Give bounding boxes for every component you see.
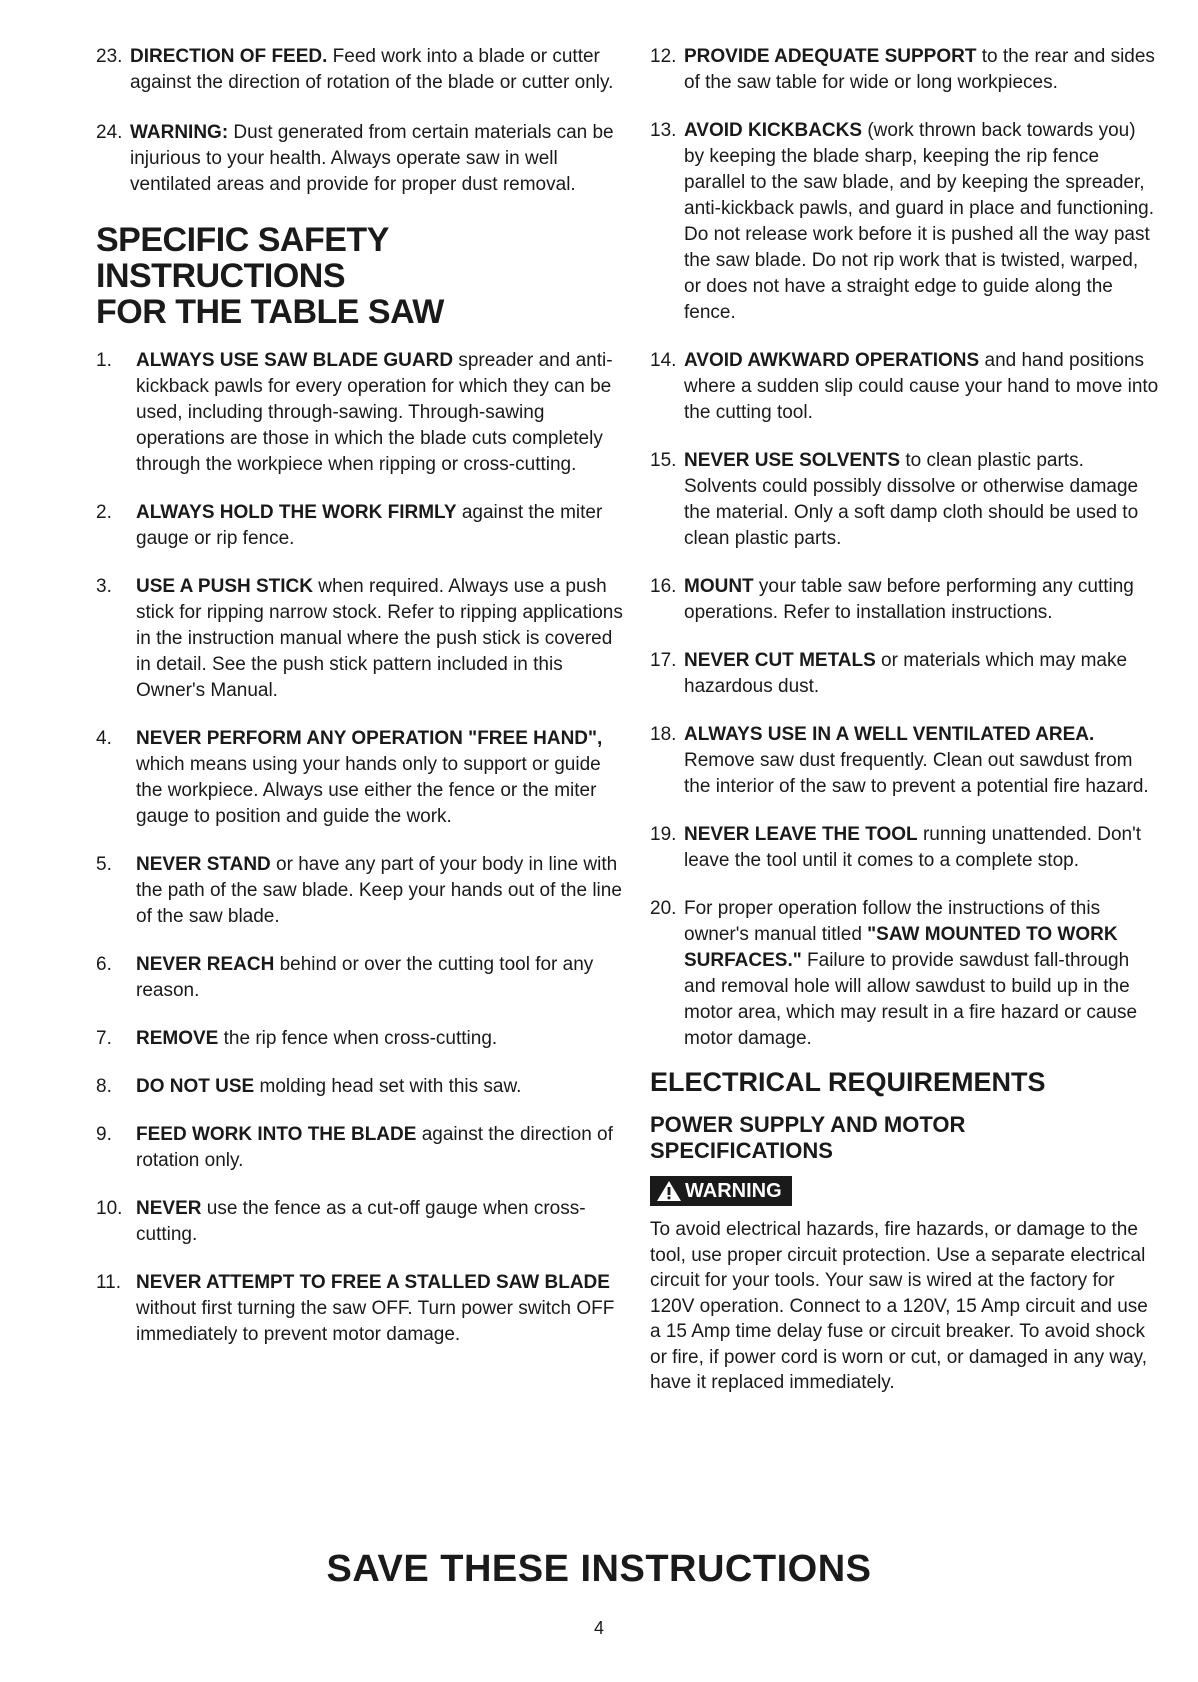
item-keyword: DIRECTION OF FEED. (130, 46, 328, 67)
list-item (96, 1122, 631, 1174)
item-number: 9. (96, 1124, 112, 1145)
item-number: 19. (650, 824, 677, 845)
item-number: 10. (96, 1198, 123, 1219)
heading-line: FOR THE TABLE SAW (96, 293, 444, 331)
list-item (96, 1270, 631, 1348)
heading-line: SPECIFICATIONS (650, 1138, 833, 1163)
item-number: 1. (96, 350, 112, 371)
item-keyword: DO NOT USE (136, 1076, 255, 1097)
item-body (684, 574, 1160, 626)
item-number: 12. (650, 46, 677, 67)
item-number: 3. (96, 576, 112, 597)
item-keyword: WARNING: (130, 122, 229, 143)
item-body (684, 896, 1160, 1052)
item-keyword: NEVER LEAVE THE TOOL (684, 824, 918, 845)
item-number: 15. (650, 450, 677, 471)
item-body (136, 500, 631, 552)
item-keyword: ALWAYS HOLD THE WORK FIRMLY (136, 502, 457, 523)
item-keyword: NEVER PERFORM ANY OPERATION "FREE HAND", (136, 728, 603, 749)
list-item (96, 1074, 631, 1100)
item-keyword: NEVER (136, 1198, 202, 1219)
list-item (650, 822, 1160, 874)
list-item (96, 726, 631, 830)
item-keyword: ALWAYS USE IN A WELL VENTILATED AREA. (684, 724, 1095, 745)
specific-safety-heading (96, 222, 631, 330)
list-item (650, 722, 1160, 800)
item-text: behind or over the cutting tool for any reason. (136, 954, 594, 1001)
item-body (136, 1074, 631, 1100)
item-text: the rip fence when cross-cutting. (218, 1028, 498, 1049)
item-text: against the direction of rotation only. (136, 1124, 613, 1171)
right-column (650, 44, 1160, 1396)
item-keyword: NEVER REACH (136, 954, 275, 975)
item-body (136, 1026, 631, 1052)
item-keyword: ALWAYS USE SAW BLADE GUARD (136, 350, 454, 371)
item-number: 17. (650, 650, 677, 671)
list-item (96, 952, 631, 1004)
warning-badge (650, 1176, 792, 1206)
item-number: 23. (96, 46, 123, 67)
item-keyword: NEVER ATTEMPT TO FREE A STALLED SAW BLADE (136, 1272, 610, 1293)
item-text: your table saw before performing any cutting operations. Refer to installation instructions. (684, 576, 1134, 623)
item-body (136, 1122, 631, 1174)
item-body (136, 852, 631, 930)
item-body (684, 348, 1160, 426)
item-number: 20. (650, 898, 677, 919)
item-text: Remove saw dust frequently. Clean out sawdust from the interior of the saw to prevent a potential fire hazard. (684, 750, 1149, 797)
item-number: 14. (650, 350, 677, 371)
item-keyword: NEVER USE SOLVENTS (684, 450, 901, 471)
item-text: molding head set with this saw. (254, 1076, 522, 1097)
item-body (136, 1196, 631, 1248)
list-item (96, 574, 631, 704)
item-body (136, 952, 631, 1004)
item-keyword: NEVER CUT METALS (684, 650, 876, 671)
warning-paragraph: To avoid electrical hazards, fire hazards, or damage to the tool, use proper circuit protection. Use a separate electrical circuit for your tools. Your saw is wired at the factory for 120V operation. Connect to a 120V, 15 Amp circuit and use a 15 Amp time delay fuse or circuit breaker. To avoid shock or fire, if power cord is worn or cut, or damaged in any way, have it replaced immediately. (650, 1219, 1148, 1393)
list-item (96, 852, 631, 930)
item-text: spreader and anti-kickback pawls for every operation for which they can be used, including through-sawing. Through-sawing operations are those in which the blade cuts completely through the workpiece when ripping or cross-cutting. (136, 350, 613, 475)
item-keyword: AVOID KICKBACKS (684, 120, 863, 141)
item-number: 4. (96, 728, 112, 749)
item-text: Feed work into a blade or cutter against the direction of rotation of the blade or cutter only. (130, 46, 614, 93)
item-text: to clean plastic parts. Solvents could possibly dissolve or otherwise damage the material. Only a soft damp cloth should be used to clean plastic parts. (684, 450, 1139, 549)
power-supply-heading (650, 1112, 1160, 1164)
list-item (96, 500, 631, 552)
item-body (684, 722, 1160, 800)
list-item (96, 348, 631, 478)
item-number: 13. (650, 120, 677, 141)
item-text: to the rear and sides of the saw table for wide or long workpieces. (684, 46, 1155, 93)
list-item (650, 648, 1160, 700)
item-body (130, 44, 631, 96)
item-text: For proper operation follow the instructions of this owner's manual titled (684, 898, 1101, 945)
warning-label: WARNING (685, 1179, 782, 1202)
list-item (96, 1026, 631, 1052)
list-item (650, 574, 1160, 626)
item-keyword: REMOVE (136, 1028, 219, 1049)
item-text: use the fence as a cut-off gauge when cross-cutting. (136, 1198, 586, 1245)
item-keyword: "SAW MOUNTED TO WORK SURFACES." (684, 924, 1118, 971)
item-text: or materials which may make hazardous dust. (684, 650, 1128, 697)
item-text: Dust generated from certain materials can be injurious to your health. Always operate saw in well ventilated areas and provide for proper dust removal. (130, 122, 614, 195)
list-item (650, 448, 1160, 552)
item-number: 6. (96, 954, 112, 975)
item-number: 16. (650, 576, 677, 597)
item-text: and hand positions where a sudden slip could cause your hand to move into the cutting tool. (684, 350, 1159, 423)
item-text: against the miter gauge or rip fence. (136, 502, 603, 549)
item-text: which means using your hands only to support or guide the workpiece. Always use either the fence or the miter gauge to position and guide the work. (136, 754, 601, 827)
page-number: 4 (593, 1618, 604, 1638)
item-text: (work thrown back towards you) by keeping the blade sharp, keeping the rip fence parallel to the saw blade, and by keeping the spreader, anti-kickback pawls, and guard in place and functioning. Do not release work before it is pushed all the way past the saw blade. Do not rip work that is twisted, warped, or does not have a straight edge to guide along the fence. (684, 120, 1155, 323)
item-body (684, 44, 1160, 96)
item-number: 7. (96, 1028, 112, 1049)
left-column (96, 44, 631, 1348)
item-number: 11. (96, 1272, 122, 1293)
item-body (684, 648, 1160, 700)
item-keyword: USE A PUSH STICK (136, 576, 314, 597)
item-number: 24. (96, 122, 123, 143)
warning-triangle-icon (656, 1180, 682, 1202)
list-item (650, 348, 1160, 426)
save-instructions-heading: SAVE THESE INSTRUCTIONS (326, 1548, 872, 1590)
electrical-requirements-heading: ELECTRICAL REQUIREMENTS (650, 1067, 1046, 1097)
item-body (136, 574, 631, 704)
item-keyword: MOUNT (684, 576, 754, 597)
item-body (136, 348, 631, 478)
list-item (96, 120, 631, 198)
item-body (684, 118, 1160, 326)
heading-line: POWER SUPPLY AND MOTOR (650, 1112, 966, 1137)
list-item (96, 44, 631, 96)
item-body (136, 1270, 631, 1348)
list-item (96, 1196, 631, 1248)
item-text: running unattended. Don't leave the tool until it comes to a complete stop. (684, 824, 1142, 871)
item-text: when required. Always use a push stick for ripping narrow stock. Refer to ripping applications in the instruction manual where the push stick is covered in detail. See the push stick pattern included in this Owner's Manual. (136, 576, 623, 701)
item-number: 18. (650, 724, 677, 745)
item-keyword: PROVIDE ADEQUATE SUPPORT (684, 46, 977, 67)
warning-badge-wrap (650, 1176, 1160, 1207)
item-number: 5. (96, 854, 112, 875)
item-body (136, 726, 631, 830)
item-body (684, 822, 1160, 874)
item-text: without first turning the saw OFF. Turn power switch OFF immediately to prevent motor damage. (136, 1298, 615, 1345)
list-item (650, 44, 1160, 96)
list-item (650, 896, 1160, 1052)
item-text: Failure to provide sawdust fall-through and removal hole will allow sawdust to build up in the motor area, which may result in a fire hazard or cause motor damage. (684, 950, 1138, 1049)
item-keyword: FEED WORK INTO THE BLADE (136, 1124, 417, 1145)
item-keyword: AVOID AWKWARD OPERATIONS (684, 350, 980, 371)
list-item (650, 118, 1160, 326)
item-body (684, 448, 1160, 552)
item-body (130, 120, 631, 198)
item-text: or have any part of your body in line with the path of the saw blade. Keep your hands out of the line of the saw blade. (136, 854, 622, 927)
item-number: 8. (96, 1076, 112, 1097)
item-number: 2. (96, 502, 112, 523)
item-keyword: NEVER STAND (136, 854, 271, 875)
heading-line: SPECIFIC SAFETY INSTRUCTIONS (96, 221, 389, 295)
